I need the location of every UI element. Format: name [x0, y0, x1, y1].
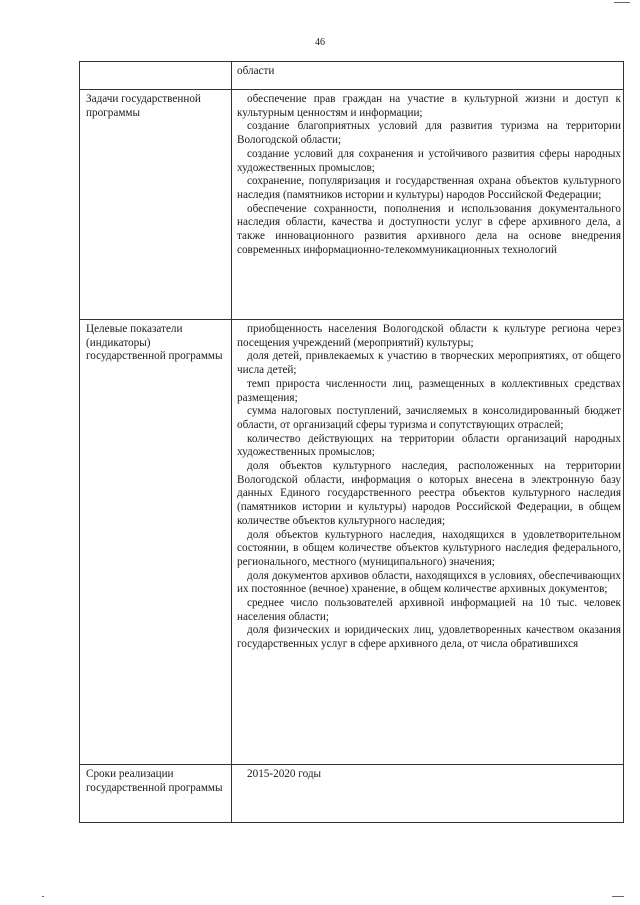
value-paragraph: доля объектов культурного наследия, расположенных на территории Вологодской области, информация о которых внесена в электронную базу данных Единого государственного реестра объектов культурного наследия (памятников истории и культуры) народов Российской Федерации, в общем количестве объектов культурного наследия;	[237, 460, 621, 527]
row-label: Сроки реализации государственной программы	[80, 765, 232, 823]
program-passport-table	[79, 61, 624, 823]
value-paragraph: сумма налоговых поступлений, зачисляемых в консолидированный бюджет области, от организаций сферы туризма и сопутствующих отраслей;	[237, 405, 621, 431]
value-paragraph: создание благоприятных условий для развития туризма на территории Вологодской области;	[237, 120, 621, 147]
value-paragraph: доля физических и юридических лиц, удовлетворенных качеством оказания государственных услуг в сфере архивного дела, от числа обратившихся	[237, 624, 621, 651]
row-value	[232, 62, 624, 90]
value-paragraph: создание условий для сохранения и устойчивого развития сферы народных художественных промыслов;	[237, 147, 621, 174]
row-value	[232, 765, 624, 823]
value-paragraph: темп прироста численности лиц, размещенных в коллективных средствах размещения;	[237, 377, 621, 404]
row-label: Целевые показатели (индикаторы) государственной программы	[80, 320, 232, 765]
row-label	[80, 62, 232, 90]
value-paragraph: обеспечение сохранности, пополнения и использования документального наследия области, качества и доступности услуг в сфере архивного дела, а также инновационного развития архивного дела на основе внедрения современных информационно-телекоммуникационных технологий	[237, 202, 621, 256]
scan-artifact-top	[614, 2, 630, 3]
value-paragraph: доля детей, привлекаемых к участию в творческих мероприятиях, от общего числа детей;	[237, 350, 621, 377]
value-paragraph: сохранение, популяризация и государственная охрана объектов культурного наследия (памятников истории и культуры) народов Российской Федерации;	[237, 175, 621, 201]
value-paragraph: 2015-2020 годы	[247, 768, 322, 780]
value-paragraph: доля объектов культурного наследия, находящихся в удовлетворительном состоянии, в общем количестве объектов культурного наследия федерального, регионального, местного (муниципального) значения;	[237, 528, 621, 568]
value-paragraph: приобщенность населения Вологодской области к культуре региона через посещения учреждений (мероприятий) культуры;	[237, 323, 621, 349]
scan-artifact-bottom-left	[42, 896, 44, 897]
page-number: 46	[315, 37, 325, 48]
value-paragraph: количество действующих на территории области организаций народных художественных промыслов;	[237, 432, 621, 459]
value-paragraph: среднее число пользователей архивной информацией на 10 тыс. человек населения области;	[237, 597, 621, 623]
value-paragraph: области	[237, 65, 275, 77]
row-label: Задачи государственной программы	[80, 90, 232, 320]
table-row-indicators	[80, 320, 624, 765]
row-value	[232, 320, 624, 765]
row-value	[232, 90, 624, 320]
value-paragraph: обеспечение прав граждан на участие в культурной жизни и доступ к культурным ценностям и информации;	[237, 93, 621, 119]
scan-artifact-bottom-right	[612, 896, 624, 897]
value-paragraph: доля документов архивов области, находящихся в условиях, обеспечивающих их постоянное (вечное) хранение, в общем количестве архивных документов;	[237, 569, 621, 596]
table-row-continuation	[80, 62, 624, 90]
table-row-timeline	[80, 765, 624, 823]
table-row-tasks	[80, 90, 624, 320]
